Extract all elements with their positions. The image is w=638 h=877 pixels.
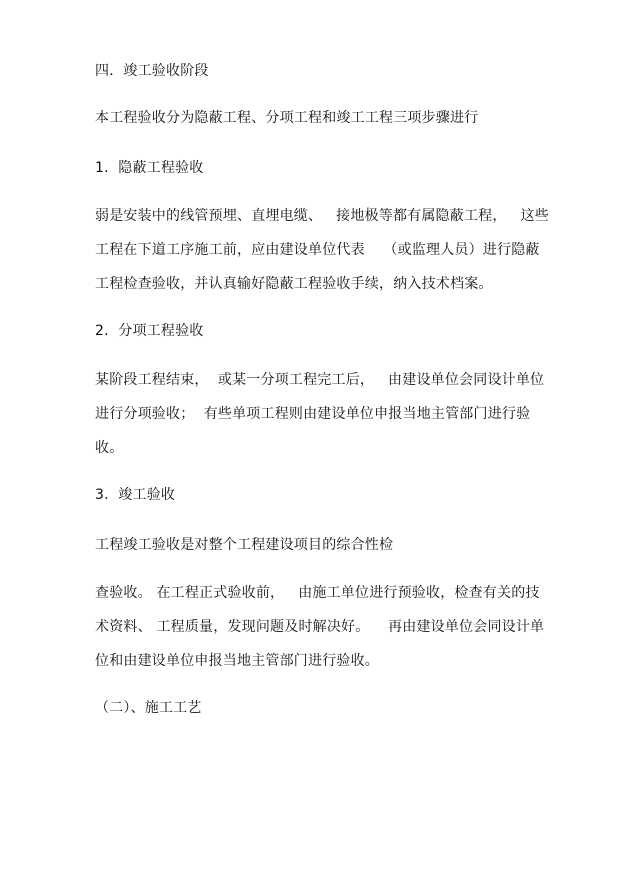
subsection-heading-completion: 3．竣工验收 (95, 487, 176, 503)
section-heading-construction-process: （二）、施工工艺 (95, 700, 202, 716)
paragraph-line: 查验收。 在工程正式验收前， 由施工单位进行预验收，检查有关的技 (95, 585, 540, 601)
intro-paragraph: 本工程验收分为隐蔽工程、分项工程和竣工工程三项步骤进行 (95, 110, 479, 126)
section-heading: 四．竣工验收阶段 (95, 63, 209, 79)
paragraph-line: 工程竣工验收是对整个工程建设项目的综合性检 (95, 537, 394, 553)
subsection-heading-sub-works: 2．分项工程验收 (95, 323, 204, 339)
paragraph-line: 位和由建设单位申报当地主管部门进行验收。 (95, 653, 379, 669)
paragraph-line: 术资料、 工程质量，发现问题及时解决好。 再由建设单位会同设计单 (95, 619, 545, 635)
paragraph-line: 工程检查验收，并认真输好隐蔽工程验收手续，纳入技术档案。 (95, 276, 493, 292)
paragraph-line: 收。 (95, 440, 124, 456)
paragraph-line: 工程在下道工序施工前，应由建设单位代表 （或监理人员）进行隐蔽 (95, 242, 540, 258)
paragraph-line: 某阶段工程结束， 或某一分项工程完工后， 由建设单位会同设计单位 (95, 372, 545, 388)
paragraph-line: 弱是安装中的线管预埋、直埋电缆、 接地极等都有属隐蔽工程， 这些 (95, 208, 549, 224)
paragraph-line: 进行分项验收； 有些单项工程则由建设单位申报当地主管部门进行验 (95, 406, 531, 422)
subsection-heading-concealed-works: 1．隐蔽工程验收 (95, 160, 204, 176)
